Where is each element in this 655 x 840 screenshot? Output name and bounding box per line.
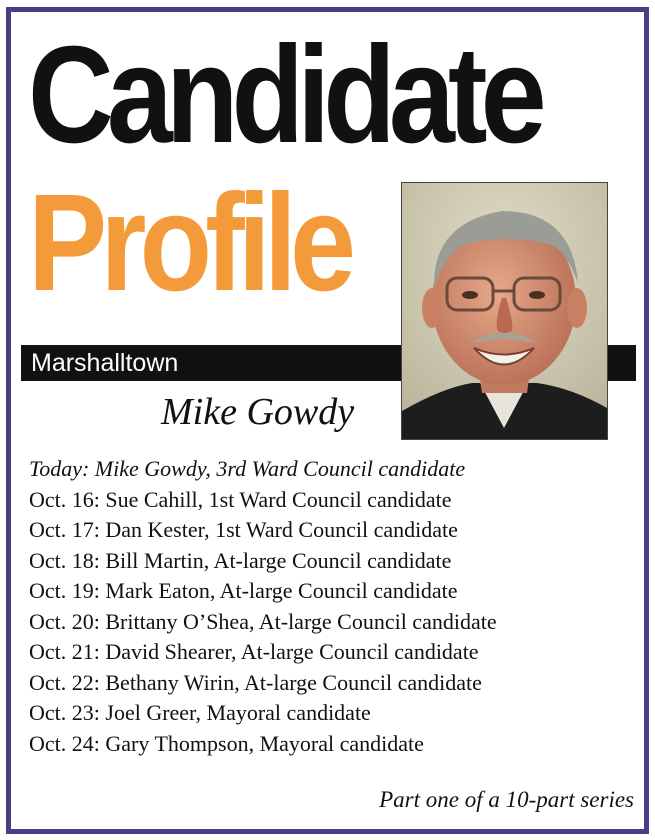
list-item: Oct. 24: Gary Thompson, Mayoral candidate bbox=[29, 730, 424, 756]
list-item: Oct. 16: Sue Cahill, 1st Ward Council candidate bbox=[29, 486, 452, 512]
title-profile: Profile bbox=[28, 166, 350, 320]
portrait-image bbox=[402, 183, 607, 439]
candidate-photo bbox=[401, 182, 608, 440]
list-item: Oct. 20: Brittany O’Shea, At-large Council candidate bbox=[29, 608, 497, 634]
list-item: Oct. 17: Dan Kester, 1st Ward Council candidate bbox=[29, 517, 458, 542]
location-label: Marshalltown bbox=[31, 349, 179, 377]
list-item: Oct. 18: Bill Martin, At-large Council candidate bbox=[29, 547, 452, 573]
series-note: Part one of a 10-part series bbox=[379, 787, 634, 812]
profile-schedule-list bbox=[29, 454, 497, 759]
candidate-name: Mike Gowdy bbox=[161, 391, 355, 433]
candidate-profile-box bbox=[6, 7, 649, 834]
list-item: Oct. 22: Bethany Wirin, At-large Council candidate bbox=[29, 669, 482, 695]
list-item: Oct. 19: Mark Eaton, At-large Council candidate bbox=[29, 578, 458, 603]
title-candidate: Candidate bbox=[28, 18, 540, 172]
list-item: Oct. 23: Joel Greer, Mayoral candidate bbox=[29, 700, 371, 725]
list-item: Today: Mike Gowdy, 3rd Ward Council candidate bbox=[29, 456, 466, 481]
list-item: Oct. 21: David Shearer, At-large Council candidate bbox=[29, 639, 479, 664]
